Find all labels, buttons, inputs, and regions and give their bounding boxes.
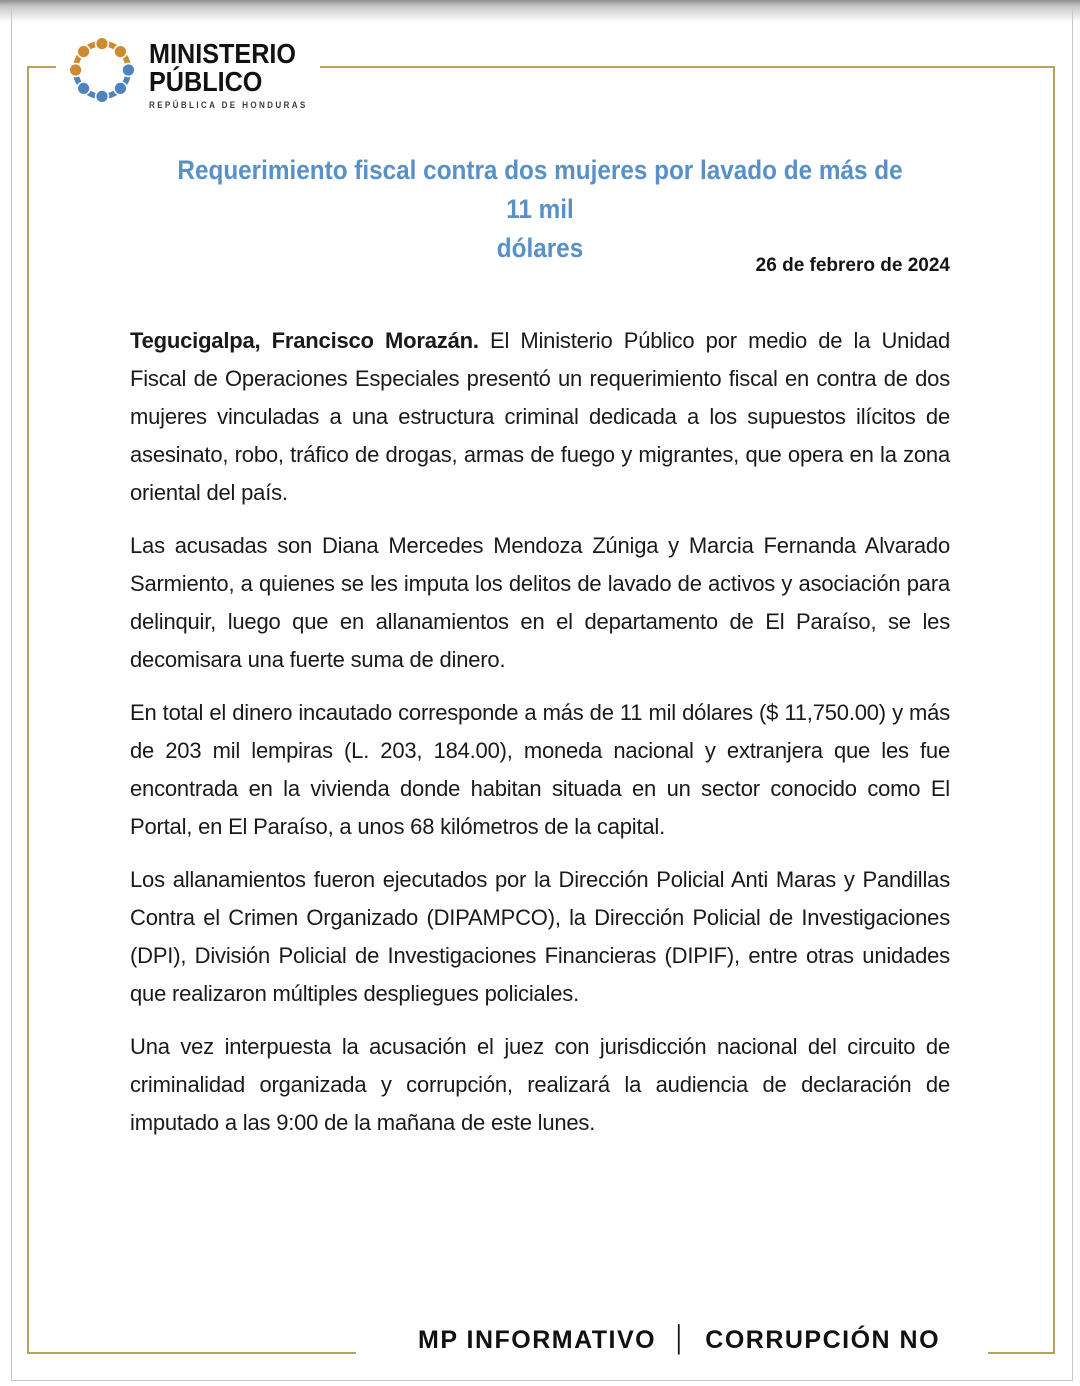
logo-subtitle: REPÚBLICA DE HONDURAS xyxy=(149,100,308,110)
page-top-edge-gradient xyxy=(0,0,1080,22)
page-title-line1: Requerimiento fiscal contra dos mujeres por lavado de más de 11 mil xyxy=(177,155,903,224)
paragraph-lead: Tegucigalpa, Francisco Morazán. xyxy=(130,328,479,353)
decorative-border-bottom-right xyxy=(988,1352,1055,1354)
decorative-border-top-stub xyxy=(27,66,56,68)
paragraph: Una vez interpuesta la acusación el juez con jurisdicción nacional del circuito de criminalidad organizada y corrupción, realizará la audiencia de declaración de imputado a las 9:00 de la mañana de este lunes. xyxy=(130,1034,950,1135)
decorative-border-right xyxy=(1053,67,1055,1354)
decorative-border-left xyxy=(27,67,29,1354)
paragraph: Tegucigalpa, Francisco Morazán. El Ministerio Público por medio de la Unidad Fiscal de Operaciones Especiales presentó un requerimiento fiscal en contra de dos mujeres vinculadas a una estructura criminal dedicada a los supuestos ilícitos de asesinato, robo, tráfico de drogas, armas de fuego y migrantes, que opera en la zona oriental del país. xyxy=(130,328,950,505)
footer-right-label: CORRUPCIÓN NO xyxy=(705,1326,941,1354)
logo-title-line2: PÚBLICO xyxy=(149,66,263,97)
logo-wordmark xyxy=(149,40,308,110)
document-date: 26 de febrero de 2024 xyxy=(755,255,950,276)
footer-banner xyxy=(418,1326,940,1355)
page-title xyxy=(171,151,909,268)
paragraph: Los allanamientos fueron ejecutados por la Dirección Policial Anti Maras y Pandillas Contra el Crimen Organizado (DIPAMPCO), la Dirección Policial de Investigaciones (DPI), División Policial de Investigaciones Financieras (DIPIF), entre otras unidades que realizaron múltiples despliegues policiales. xyxy=(130,867,950,1006)
paragraph: En total el dinero incautado corresponde a más de 11 mil dólares ($ 11,750.00) y más de 203 mil lempiras (L. 203, 184.00), moneda nacional y extranjera que les fue encontrada en la vivienda donde habitan situada en un sector conocido como El Portal, en El Paraíso, a unos 68 kilómetros de la capital. xyxy=(130,700,950,839)
document-body xyxy=(130,322,950,1157)
paragraph: Las acusadas son Diana Mercedes Mendoza Zúniga y Marcia Fernanda Alvarado Sarmiento, a quienes se les imputa los delitos de lavado de activos y asociación para delinquir, luego que en allanamientos en el departamento de El Paraíso, se les decomisara una fuerte suma de dinero. xyxy=(130,533,950,672)
footer-separator: │ xyxy=(672,1325,690,1353)
logo-title-line1: MINISTERIO xyxy=(149,38,297,69)
people-ring-icon xyxy=(62,30,142,110)
decorative-border-top xyxy=(320,66,1055,68)
footer-left-label: MP INFORMATIVO xyxy=(418,1326,657,1354)
page-title-line2: dólares xyxy=(496,233,584,263)
decorative-border-bottom-left xyxy=(27,1352,356,1354)
